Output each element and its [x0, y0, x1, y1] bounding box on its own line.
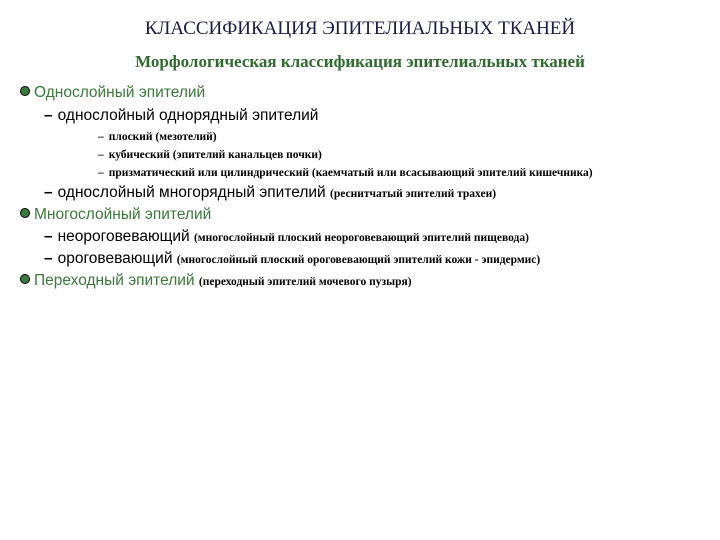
- list-item-non-keratinized: [44, 228, 529, 246]
- list-item-flat: [98, 131, 217, 143]
- list-item-transitional: [20, 272, 412, 290]
- list-item-single-row: [44, 107, 318, 125]
- keratinized-note: (многослойный плоский ороговевающий эпителий кожи - эпидермис): [176, 254, 541, 266]
- list-item-prismatic: [98, 167, 593, 179]
- dash-icon: –: [44, 228, 53, 245]
- dash-icon: –: [98, 131, 104, 143]
- transitional-note: (переходный эпителий мочевого пузыря): [198, 276, 412, 288]
- bullet-icon: [20, 208, 30, 218]
- dash-icon: –: [44, 250, 53, 267]
- cubic-label: кубический (эпителий канальцев почки): [108, 149, 322, 161]
- page-title: КЛАССИФИКАЦИЯ ЭПИТЕЛИАЛЬНЫХ ТКАНЕЙ: [144, 18, 576, 39]
- list-item-cubic: [98, 149, 322, 161]
- dash-icon: –: [98, 167, 104, 179]
- dash-icon: –: [98, 149, 104, 161]
- single-row-label: однослойный однорядный эпителий: [57, 107, 319, 124]
- list-item-keratinized: [44, 250, 540, 268]
- list-item-multi-row: [44, 184, 496, 202]
- non-keratinized-note: (многослойный плоский неороговевающий эпителий пищевода): [193, 232, 529, 244]
- list-item-stratified: [20, 206, 211, 224]
- single-layer-label: Однослойный эпителий: [34, 84, 206, 101]
- flat-label: плоский (мезотелий): [108, 131, 217, 143]
- multi-row-label: однослойный многорядный эпителий: [57, 184, 326, 201]
- bullet-icon: [20, 274, 30, 284]
- page-subtitle: Морфологическая классификация эпителиальных тканей: [135, 52, 585, 71]
- multi-row-note: (реснитчатый эпителий трахеи): [330, 188, 497, 200]
- transitional-label: Переходный эпителий: [34, 272, 195, 289]
- dash-icon: –: [44, 184, 53, 201]
- list-item-single-layer: [20, 84, 205, 102]
- dash-icon: –: [44, 107, 53, 124]
- keratinized-label: ороговевающий: [57, 250, 173, 267]
- non-keratinized-label: неороговевающий: [57, 228, 190, 245]
- bullet-icon: [20, 86, 30, 96]
- stratified-label: Многослойный эпителий: [34, 206, 212, 223]
- prismatic-label: призматический или цилиндрический (каемчатый или всасывающий эпителий кишечника): [108, 167, 593, 179]
